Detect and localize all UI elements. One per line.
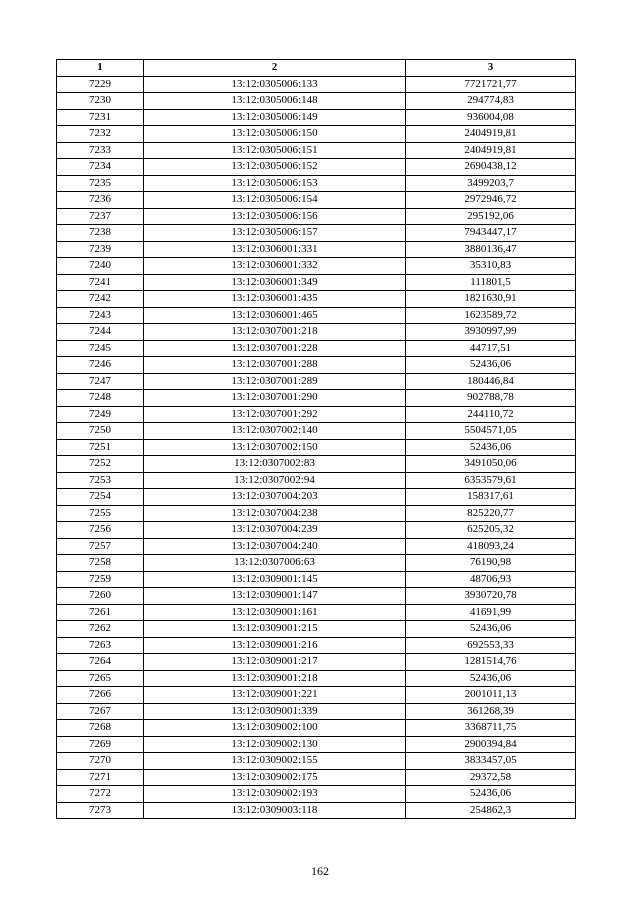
row-number-cell: 7244 xyxy=(57,324,144,341)
value-cell: 361268,39 xyxy=(406,703,576,720)
row-number-cell: 7236 xyxy=(57,192,144,209)
row-number-cell: 7233 xyxy=(57,142,144,159)
table-row xyxy=(57,802,576,819)
cadastral-number-cell: 13:12:0306001:465 xyxy=(144,307,406,324)
cadastral-number-cell: 13:12:0307001:290 xyxy=(144,390,406,407)
cadastral-number-cell: 13:12:0309002:193 xyxy=(144,786,406,803)
table-row xyxy=(57,208,576,225)
cadastral-number-cell: 13:12:0307001:228 xyxy=(144,340,406,357)
value-cell: 295192,06 xyxy=(406,208,576,225)
cadastral-number-cell: 13:12:0305006:151 xyxy=(144,142,406,159)
value-cell: 111801,5 xyxy=(406,274,576,291)
cadastral-number-cell: 13:12:0309001:145 xyxy=(144,571,406,588)
row-number-cell: 7253 xyxy=(57,472,144,489)
cadastral-number-cell: 13:12:0306001:435 xyxy=(144,291,406,308)
cadastral-number-cell: 13:12:0305006:154 xyxy=(144,192,406,209)
cadastral-number-cell: 13:12:0309002:155 xyxy=(144,753,406,770)
value-cell: 3368711,75 xyxy=(406,720,576,737)
value-cell: 44717,51 xyxy=(406,340,576,357)
value-cell: 2404919,81 xyxy=(406,126,576,143)
cadastral-number-cell: 13:12:0305006:157 xyxy=(144,225,406,242)
table-body xyxy=(57,76,576,819)
cadastral-number-cell: 13:12:0307002:83 xyxy=(144,456,406,473)
value-cell: 2001011,13 xyxy=(406,687,576,704)
cadastral-number-cell: 13:12:0305006:148 xyxy=(144,93,406,110)
table-row xyxy=(57,373,576,390)
cadastral-number-cell: 13:12:0309001:217 xyxy=(144,654,406,671)
table-row xyxy=(57,538,576,555)
value-cell: 1281514,76 xyxy=(406,654,576,671)
row-number-cell: 7246 xyxy=(57,357,144,374)
value-cell: 254862,3 xyxy=(406,802,576,819)
value-cell: 1623589,72 xyxy=(406,307,576,324)
data-table xyxy=(56,59,576,819)
table-row xyxy=(57,142,576,159)
row-number-cell: 7270 xyxy=(57,753,144,770)
row-number-cell: 7245 xyxy=(57,340,144,357)
cadastral-number-cell: 13:12:0307001:288 xyxy=(144,357,406,374)
value-cell: 936004,08 xyxy=(406,109,576,126)
row-number-cell: 7249 xyxy=(57,406,144,423)
cadastral-number-cell: 13:12:0305006:156 xyxy=(144,208,406,225)
table-row xyxy=(57,423,576,440)
table-row xyxy=(57,159,576,176)
table-row xyxy=(57,472,576,489)
cadastral-number-cell: 13:12:0309001:218 xyxy=(144,670,406,687)
row-number-cell: 7247 xyxy=(57,373,144,390)
cadastral-number-cell: 13:12:0307001:218 xyxy=(144,324,406,341)
value-cell: 3499203,7 xyxy=(406,175,576,192)
value-cell: 158317,61 xyxy=(406,489,576,506)
value-cell: 2900394,84 xyxy=(406,736,576,753)
table-row xyxy=(57,439,576,456)
table-row xyxy=(57,769,576,786)
table-row xyxy=(57,786,576,803)
value-cell: 418093,24 xyxy=(406,538,576,555)
cadastral-number-cell: 13:12:0305006:150 xyxy=(144,126,406,143)
value-cell: 76190,98 xyxy=(406,555,576,572)
row-number-cell: 7268 xyxy=(57,720,144,737)
value-cell: 294774,83 xyxy=(406,93,576,110)
cadastral-number-cell: 13:12:0307004:203 xyxy=(144,489,406,506)
header-row xyxy=(57,60,576,77)
row-number-cell: 7255 xyxy=(57,505,144,522)
cadastral-number-cell: 13:12:0309001:339 xyxy=(144,703,406,720)
cadastral-number-cell: 13:12:0307006:63 xyxy=(144,555,406,572)
value-cell: 180446,84 xyxy=(406,373,576,390)
cadastral-number-cell: 13:12:0306001:349 xyxy=(144,274,406,291)
value-cell: 35310,83 xyxy=(406,258,576,275)
value-cell: 3833457,05 xyxy=(406,753,576,770)
cadastral-number-cell: 13:12:0309001:161 xyxy=(144,604,406,621)
table-row xyxy=(57,192,576,209)
row-number-cell: 7252 xyxy=(57,456,144,473)
table-row xyxy=(57,637,576,654)
cadastral-number-cell: 13:12:0309001:147 xyxy=(144,588,406,605)
cadastral-number-cell: 13:12:0309001:216 xyxy=(144,637,406,654)
cadastral-number-cell: 13:12:0307001:289 xyxy=(144,373,406,390)
row-number-cell: 7232 xyxy=(57,126,144,143)
table-row xyxy=(57,291,576,308)
cadastral-number-cell: 13:12:0306001:331 xyxy=(144,241,406,258)
row-number-cell: 7241 xyxy=(57,274,144,291)
table-row xyxy=(57,76,576,93)
table-row xyxy=(57,522,576,539)
row-number-cell: 7250 xyxy=(57,423,144,440)
cadastral-number-cell: 13:12:0307002:94 xyxy=(144,472,406,489)
row-number-cell: 7269 xyxy=(57,736,144,753)
table-row xyxy=(57,753,576,770)
cadastral-number-cell: 13:12:0306001:332 xyxy=(144,258,406,275)
table-row xyxy=(57,736,576,753)
value-cell: 52436,06 xyxy=(406,786,576,803)
value-cell: 244110,72 xyxy=(406,406,576,423)
table-row xyxy=(57,489,576,506)
row-number-cell: 7263 xyxy=(57,637,144,654)
row-number-cell: 7259 xyxy=(57,571,144,588)
value-cell: 52436,06 xyxy=(406,621,576,638)
row-number-cell: 7243 xyxy=(57,307,144,324)
table-row xyxy=(57,241,576,258)
table-row xyxy=(57,654,576,671)
value-cell: 7943447,17 xyxy=(406,225,576,242)
table-header xyxy=(57,60,576,77)
table-row xyxy=(57,175,576,192)
table-row xyxy=(57,225,576,242)
row-number-cell: 7254 xyxy=(57,489,144,506)
cadastral-number-cell: 13:12:0307004:240 xyxy=(144,538,406,555)
column-header-3: 3 xyxy=(406,60,576,77)
value-cell: 2404919,81 xyxy=(406,142,576,159)
cadastral-number-cell: 13:12:0309002:175 xyxy=(144,769,406,786)
value-cell: 7721721,77 xyxy=(406,76,576,93)
value-cell: 52436,06 xyxy=(406,357,576,374)
row-number-cell: 7234 xyxy=(57,159,144,176)
table-row xyxy=(57,340,576,357)
table-row xyxy=(57,406,576,423)
table-row xyxy=(57,456,576,473)
row-number-cell: 7237 xyxy=(57,208,144,225)
row-number-cell: 7235 xyxy=(57,175,144,192)
cadastral-number-cell: 13:12:0305006:149 xyxy=(144,109,406,126)
table-row xyxy=(57,720,576,737)
row-number-cell: 7238 xyxy=(57,225,144,242)
cadastral-number-cell: 13:12:0309003:118 xyxy=(144,802,406,819)
column-header-1: 1 xyxy=(57,60,144,77)
cadastral-number-cell: 13:12:0309002:130 xyxy=(144,736,406,753)
cadastral-number-cell: 13:12:0307004:239 xyxy=(144,522,406,539)
cadastral-number-cell: 13:12:0309001:221 xyxy=(144,687,406,704)
table-row xyxy=(57,307,576,324)
value-cell: 2690438,12 xyxy=(406,159,576,176)
row-number-cell: 7242 xyxy=(57,291,144,308)
cadastral-number-cell: 13:12:0305006:153 xyxy=(144,175,406,192)
row-number-cell: 7261 xyxy=(57,604,144,621)
row-number-cell: 7257 xyxy=(57,538,144,555)
table-row xyxy=(57,703,576,720)
table-row xyxy=(57,109,576,126)
value-cell: 825220,77 xyxy=(406,505,576,522)
table-row xyxy=(57,258,576,275)
value-cell: 6353579,61 xyxy=(406,472,576,489)
value-cell: 5504571,05 xyxy=(406,423,576,440)
table-row xyxy=(57,621,576,638)
row-number-cell: 7262 xyxy=(57,621,144,638)
table-row xyxy=(57,390,576,407)
row-number-cell: 7251 xyxy=(57,439,144,456)
table-row xyxy=(57,604,576,621)
value-cell: 625205,32 xyxy=(406,522,576,539)
value-cell: 3491050,06 xyxy=(406,456,576,473)
row-number-cell: 7267 xyxy=(57,703,144,720)
row-number-cell: 7231 xyxy=(57,109,144,126)
value-cell: 2972946,72 xyxy=(406,192,576,209)
row-number-cell: 7229 xyxy=(57,76,144,93)
value-cell: 52436,06 xyxy=(406,670,576,687)
value-cell: 3930997,99 xyxy=(406,324,576,341)
row-number-cell: 7260 xyxy=(57,588,144,605)
value-cell: 48706,93 xyxy=(406,571,576,588)
value-cell: 3930720,78 xyxy=(406,588,576,605)
row-number-cell: 7273 xyxy=(57,802,144,819)
table-row xyxy=(57,571,576,588)
row-number-cell: 7240 xyxy=(57,258,144,275)
value-cell: 52436,06 xyxy=(406,439,576,456)
table-row xyxy=(57,274,576,291)
value-cell: 41691,99 xyxy=(406,604,576,621)
table-row xyxy=(57,126,576,143)
row-number-cell: 7272 xyxy=(57,786,144,803)
row-number-cell: 7258 xyxy=(57,555,144,572)
cadastral-number-cell: 13:12:0307002:140 xyxy=(144,423,406,440)
table-row xyxy=(57,93,576,110)
row-number-cell: 7264 xyxy=(57,654,144,671)
row-number-cell: 7265 xyxy=(57,670,144,687)
table-row xyxy=(57,555,576,572)
column-header-2: 2 xyxy=(144,60,406,77)
row-number-cell: 7239 xyxy=(57,241,144,258)
cadastral-number-cell: 13:12:0305006:152 xyxy=(144,159,406,176)
row-number-cell: 7266 xyxy=(57,687,144,704)
table-row xyxy=(57,588,576,605)
cadastral-number-cell: 13:12:0307001:292 xyxy=(144,406,406,423)
page-number: 162 xyxy=(311,864,329,878)
table-row xyxy=(57,505,576,522)
value-cell: 902788,78 xyxy=(406,390,576,407)
row-number-cell: 7230 xyxy=(57,93,144,110)
cadastral-number-cell: 13:12:0305006:133 xyxy=(144,76,406,93)
table-row xyxy=(57,324,576,341)
row-number-cell: 7271 xyxy=(57,769,144,786)
value-cell: 692553,33 xyxy=(406,637,576,654)
value-cell: 1821630,91 xyxy=(406,291,576,308)
cadastral-number-cell: 13:12:0309002:100 xyxy=(144,720,406,737)
cadastral-number-cell: 13:12:0307002:150 xyxy=(144,439,406,456)
row-number-cell: 7248 xyxy=(57,390,144,407)
value-cell: 29372,58 xyxy=(406,769,576,786)
table-row xyxy=(57,687,576,704)
cadastral-number-cell: 13:12:0309001:215 xyxy=(144,621,406,638)
table-row xyxy=(57,357,576,374)
row-number-cell: 7256 xyxy=(57,522,144,539)
cadastral-number-cell: 13:12:0307004:238 xyxy=(144,505,406,522)
value-cell: 3880136,47 xyxy=(406,241,576,258)
table-row xyxy=(57,670,576,687)
